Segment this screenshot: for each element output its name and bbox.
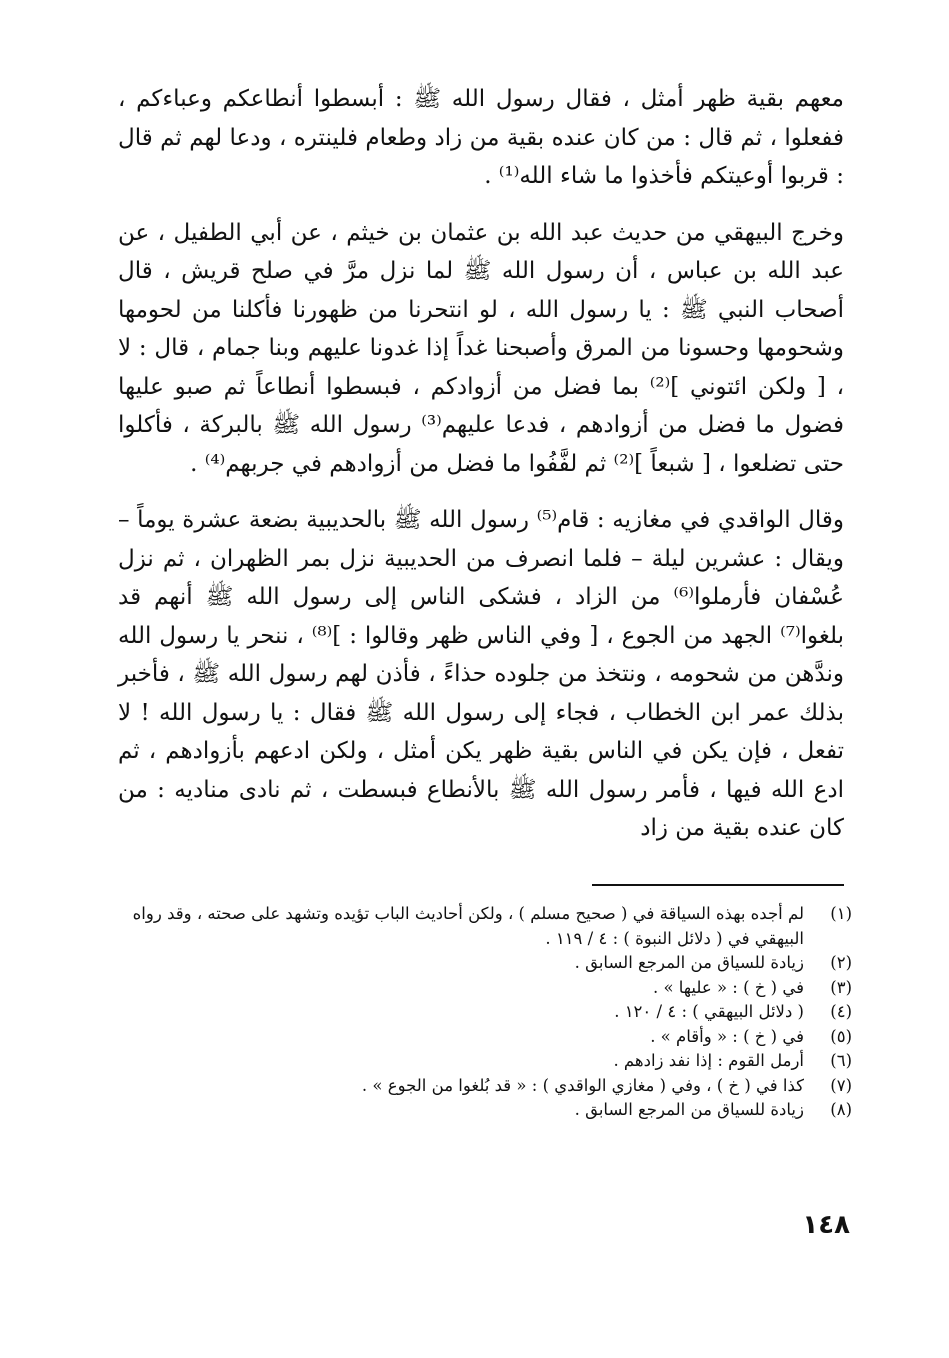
footnote-5 (112, 1025, 852, 1050)
footnote-6 (112, 1049, 852, 1074)
footnote-text: زيادة للسياق من المرجع السابق . (574, 1100, 804, 1119)
paragraph-3: وقال الواقدي في مغازيه : قام⁽⁵⁾ رسول الله ﷺ بالحديبية بضعة عشرة يوماً – ويقال : عشرين ليلة – فلما انصرف من الحديبية نزل بمر الظهران ، ثم نزل عُسْفان فأرملوا⁽⁶⁾ من الزاد ، فشكى الناس إلى رسول الله ﷺ أنهم قد بلغوا⁽⁷⁾ الجهد من الجوع ، [ وفي الناس ظهر وقالوا : ]⁽⁸⁾ ، ننحر يا رسول الله وندَّهن من شحومه ، ونتخذ من جلوده حذاءً ، فأذن لهم رسول الله ﷺ ، فأخبر بذلك عمر ابن الخطاب ، فجاء إلى رسول الله ﷺ فقال : يا رسول الله ! لا تفعل ، فإن يكن في الناس بقية ظهر يكن أمثل ، ولكن ادعهم بأزوادهم ، ثم ادع الله فيها ، فأمر رسول الله ﷺ بالأنطاع فبسطت ، ثم نادى مناديه : من كان عنده بقية من زاد (118, 507, 844, 841)
footnote-number: (٥) (830, 1026, 852, 1046)
footnote-text: في ( خ ) : « وأقام » . (650, 1026, 804, 1046)
footnote-text: كذا في ( خ ) ، وفي ( مغازي الواقدي ) : « قد بُلغوا من الجوع » . (361, 1075, 804, 1095)
main-text (118, 80, 844, 848)
footnote-text: لم أجده بهذه السياقة في ( صحيح مسلم ) ، ولكن أحاديث الباب تؤيده وتشهد على صحته ، وقد رواه البيهقي في ( دلائل النبوة ) : ٤ / ١١٩ . (132, 904, 804, 948)
footnote-number: (٦) (830, 1051, 852, 1070)
footnote-number: (٧) (830, 1075, 852, 1095)
footnote-text: أرمل القوم : إذا نفد زادهم . (613, 1051, 804, 1070)
footnote-text: ( دلائل البيهقي ) : ٤ / ١٢٠ . (614, 1002, 804, 1021)
paragraph-2: وخرج البيهقي من حديث عبد الله بن عثمان بن خيثم ، عن أبي الطفيل ، عن عبد الله بن عباس ، أن رسول الله ﷺ لما نزل مرَّ في صلح قريش ، قال أصحاب النبي ﷺ : يا رسول الله ، لو انتحرنا من ظهورنا فأكلنا من لحومها وشحومها وحسونا من المرق وأصبحنا غداً إذا غدونا عليهم وبنا جمام ، قال : لا ، [ ولكن ائتوني ]⁽²⁾ بما فضل من أزوادكم ، فبسطوا أنطاعاً ثم صبو عليها فضول ما فضل من أزوادهم ، فدعا عليهم⁽³⁾ رسول الله ﷺ بالبركة ، فأكلوا حتى تضلعوا ، [ شبعاً ]⁽²⁾ ثم لفَّفُوا ما فضل من أزوادهم في جربهم⁽⁴⁾ . (118, 219, 844, 477)
footnote-text: في ( خ ) : « عليها » . (652, 977, 804, 997)
footnotes-list (112, 902, 852, 1123)
paragraph-1: معهم بقية ظهر أمثل ، فقال رسول الله ﷺ : أبسطوا أنطاعكم وعباءكم ، ففعلوا ، ثم قال : من كان عنده بقية من زاد وطعام فلينتره ، ودعا لهم ثم قال : قربوا أوعيتكم فأخذوا ما شاء الله⁽¹⁾ . (118, 86, 844, 189)
footnote-number: (٤) (830, 1002, 852, 1021)
footnote-3 (112, 976, 852, 1001)
footnote-number: (٨) (830, 1100, 852, 1119)
footnote-1 (112, 902, 852, 951)
footnote-text: زيادة للسياق من المرجع السابق . (574, 953, 804, 972)
footnote-number: (١) (830, 904, 852, 923)
footnote-separator (592, 884, 844, 886)
footnote-2 (112, 951, 852, 976)
footnote-7 (112, 1074, 852, 1099)
footnote-8 (112, 1098, 852, 1123)
page-number: ١٤٨ (802, 1210, 850, 1240)
footnote-number: (٢) (830, 953, 852, 972)
footnote-number: (٣) (830, 977, 852, 997)
footnote-4 (112, 1000, 852, 1025)
